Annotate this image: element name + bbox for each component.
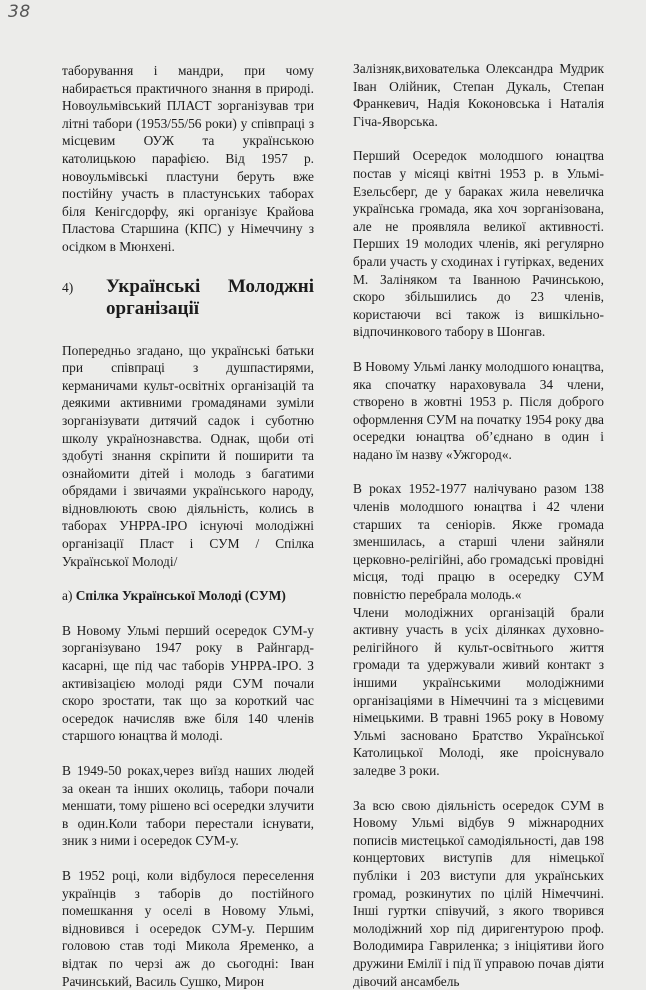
section-heading [62, 276, 314, 320]
right-column [353, 60, 604, 990]
paragraph: В 1949-50 роках,через виїзд наших людей за океан та інших околиць, табори почали меншати, тому рішено всі осередки злучити в один.Коли табори перестали існувати, зник з ними і осередок СУМ-у. [62, 763, 314, 849]
page-number: 38 [8, 2, 31, 22]
intro-paragraph: таборування і мандри, при чому набирається практичного знання в природі. Новоульмівський ПЛАСТ зорганізував три літні табори (1953/55/56 роки) у співпраці з місцевим ОУЖ та українською католицькою парафією. Від 1957 р. новоульмівські пластуни беруть вже постійну участь в пластунських таборах біля Кенігсдорфу, які організує Крайова Пластова Старшина (КПС) у Німеччину з осідком в Мюнхені. [62, 63, 314, 254]
section-title: Українські Молоджні організації [106, 275, 314, 319]
paragraph: За всю свою діяльність осередок СУМ в Новому Ульмі відбув 9 міжнародних пописів мистецької самодіяльності, дав 198 концертових виступів для німецької публіки і 203 виступи для українських громад, розкинутих по цілій Німеччині. Інші гуртки співучий, з якого творився молодіжний хор під диригентурою проф. Володимира Гавриленка; з ініціятиви його дружини Емілії і під її управою почав діяти дівочий ансамбель [353, 797, 604, 989]
subsection-heading [62, 587, 314, 605]
paragraph: Члени молодіжних організацій брали активну участь в усіх ділянках духовно-релігійного й культ-освітнього життя громади та удержували живий контакт з іншими українськими молодіжними організаціями в Німеччині та з місцевими німецькими. В травні 1965 року в Новому Ульмі засновано Братство Української Католицької Молоді, яке проіснувало заледве 3 роки. [353, 604, 604, 778]
paragraph: В Новому Ульмі перший осередок СУМ-у зорганізувано 1947 року в Райнгард-касарні, ще під час таборів УНРРА-ІРО. З активізацією молоді ряди СУМ почали скоро зростати, так що за короткий час осередок начисляв вже біля 140 членів старшого юнацтва й молоді. [62, 622, 314, 744]
paragraph: В 1952 році, коли відбулося переселення українців з таборів до постійного помешкання у оселі в Новому Ульмі, відновився і осередок СУМ-у. Першим головою став тоді Микола Яременко, а відтак по черзі аж до сьогодні: Іван Рачинський, Василь Сушко, Мирон [62, 867, 314, 989]
section-number: 4) [62, 279, 74, 295]
subsection-title: Спілка Української Молоді (СУМ) [75, 588, 286, 604]
paragraph: В Новому Ульмі ланку молодшого юнацтва, яка спочатку нараховувала 34 члени, створено в жовтні 1953 р. Після доброго оформлення СУМ на початку 1954 року два осередки юнацтва об’єднано в один і надано їм назву «Ужгород«. [353, 358, 604, 462]
subsection-prefix: а) [62, 588, 73, 604]
paragraph: Перший Осередок молодшого юнацтва постав у місяці квітні 1953 р. в Ульмі-Езельсберг, де у бараках жила невеличка українська громада, яка хоч зорганізована, але не проявляла великої активності. Перших 19 молодих членів, які регулярно брали участь у сходинах і гутірках, ведених М. Заліняком та Іванною Рачинською, скоро збільшились до 23 членів, користаючи всі також із вишкільно-відпочинкового табору в Шонгав. [353, 148, 604, 340]
paragraph: Попередньо згадано, що українські батьки при співпраці з душпастирями, керманичами культ-освітніх організацій та деякими активними громадянами зуміли зорганізувати дитячий садок і суботню школу українознавства. Однак, щоби оті здобуті знання скріпити й поширити та ознайомити дітей і молодь з багатими обрядами і звичаями українського народу, відновлюють свою діяльність, колись в таборах УНРРА-ІРО існуючі молодіжні організації Пласт і СУМ / Спілка Української Молоді/ [62, 342, 314, 569]
paragraph: В роках 1952-1977 налічувано разом 138 членів молодшого юнацтва і 42 члени старших та сеніорів. Якже громада зменшилась, а старші члени зайняли церковно-релігійні, або громадські провідні місця, тоді працю в осередку СУМ повністю перебрала молодь.« [353, 481, 604, 603]
paragraph: Залізняк,вихователька Олександра Мудрик Іван Олійник, Степан Дукаль, Степан Франкевич, Надія Коконовська і Наталія Гіча-Яворська. [353, 61, 604, 129]
left-column [62, 62, 314, 990]
